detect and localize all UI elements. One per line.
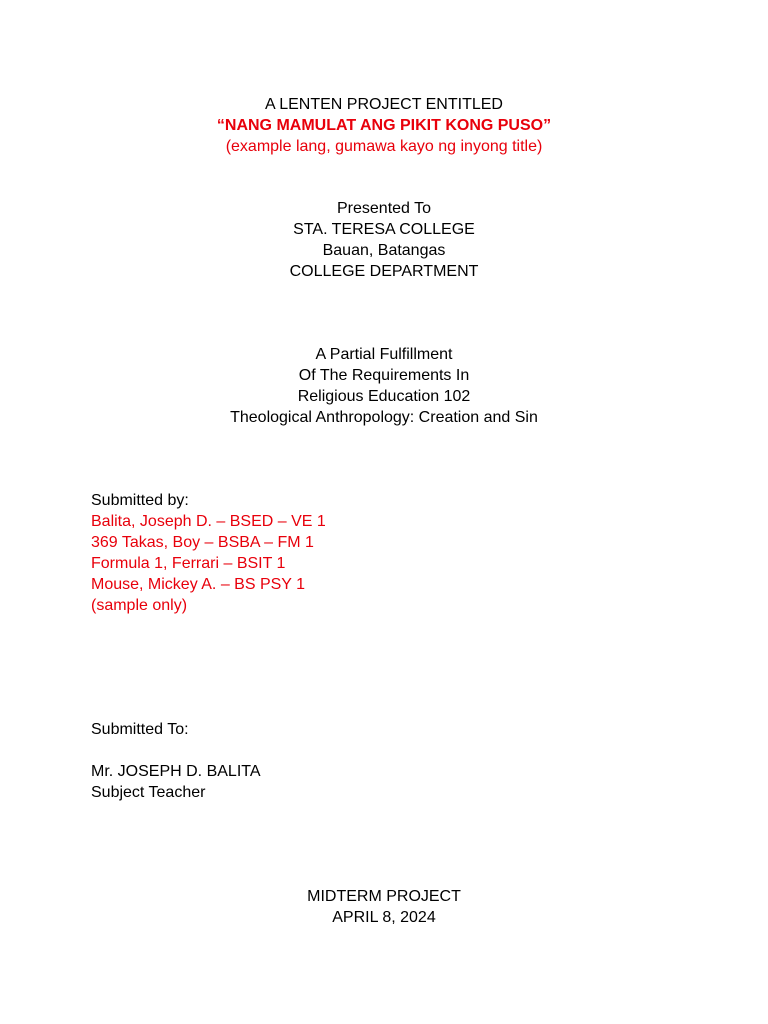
project-heading: A LENTEN PROJECT ENTITLED [265,96,503,113]
member-entry: Balita, Joseph D. – BSED – VE 1 [91,513,326,530]
title-note: (example lang, gumawa kayo ng inyong title) [225,138,543,155]
teacher-role: Subject Teacher [91,784,206,801]
school-location: Bauan, Batangas [322,242,446,259]
submitted-by-label: Submitted by: [91,492,189,509]
department-name: COLLEGE DEPARTMENT [289,263,479,280]
project-title: “NANG MAMULAT ANG PIKIT KONG PUSO” [216,117,552,134]
course-name: Religious Education 102 [297,388,471,405]
member-entry: Formula 1, Ferrari – BSIT 1 [91,555,286,572]
fulfillment-line-1: A Partial Fulfillment [315,346,453,363]
project-date: APRIL 8, 2024 [332,909,436,926]
submitted-to-label: Submitted To: [91,721,189,738]
fulfillment-line-2: Of The Requirements In [298,367,470,384]
project-type: MIDTERM PROJECT [307,888,461,905]
sample-note: (sample only) [91,597,188,614]
school-name: STA. TERESA COLLEGE [293,221,475,238]
teacher-name: Mr. JOSEPH D. BALITA [91,763,261,780]
subject-name: Theological Anthropology: Creation and Sin [230,409,538,426]
member-entry: 369 Takas, Boy – BSBA – FM 1 [91,534,314,551]
member-entry: Mouse, Mickey A. – BS PSY 1 [91,576,306,593]
presented-to-label: Presented To [337,200,431,217]
